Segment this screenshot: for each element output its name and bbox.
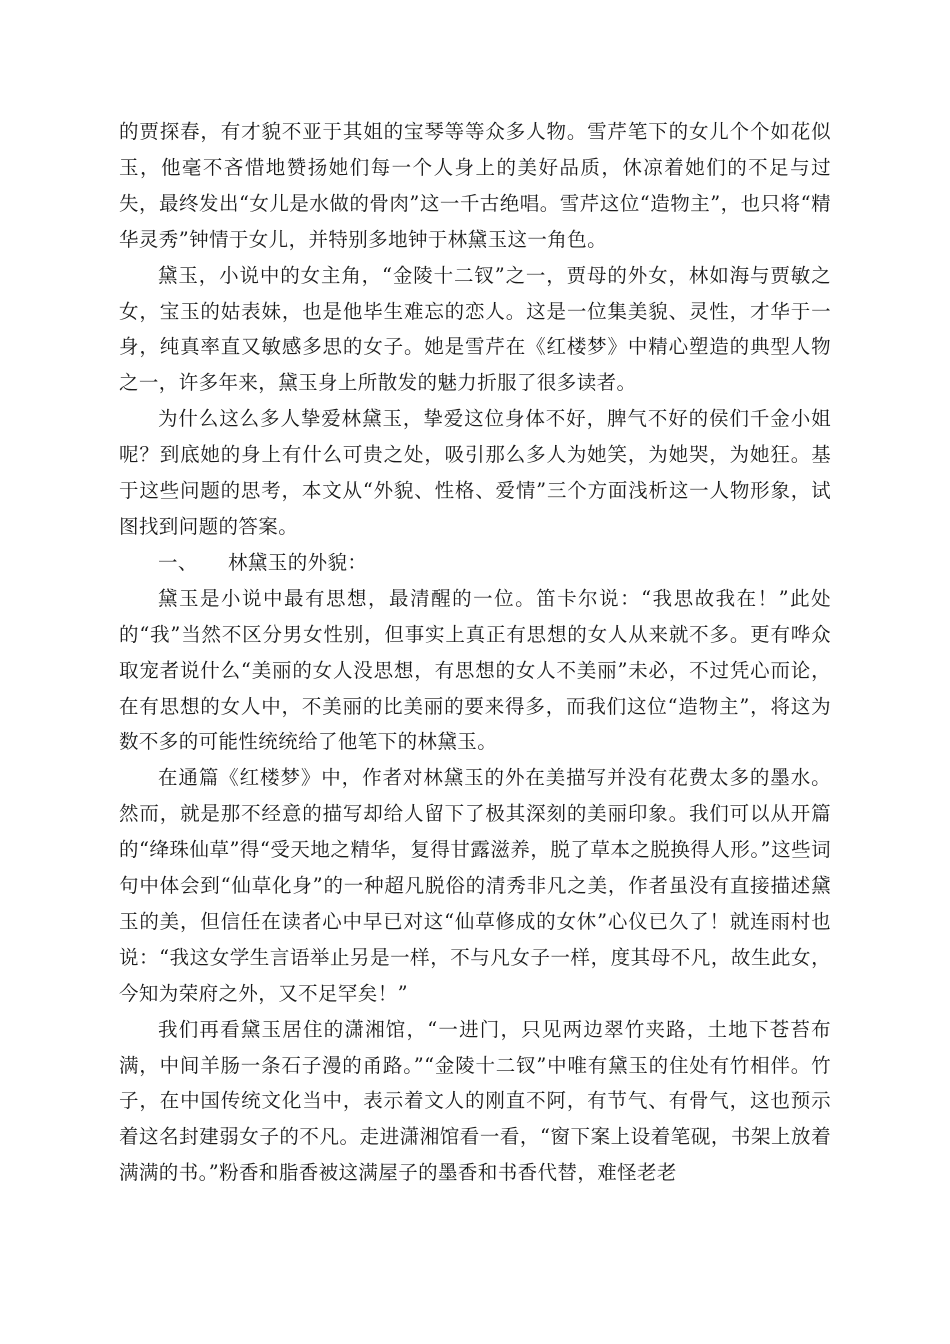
paragraph-thought: 黛玉是小说中最有思想，最清醒的一位。笛卡尔说：“我思故我在！”此处的“我”当然不区分男女性别，但事实上真正有思想的女人从来就不多。更有哗众取宠者说什么“美丽的女人没思想，有思想的女人不美丽”未必，不过凭心而论，在有思想的女人中，不美丽的比美丽的要来得多，而我们这位“造物主”，将这为数不多的可能性统统给了他笔下的林黛玉。	[119, 586, 831, 754]
section-number: 一、	[158, 550, 198, 574]
paragraph-appearance: 在通篇《红楼梦》中，作者对林黛玉的外在美描写并没有花费太多的墨水。然而，就是那不经意的描写却给人留下了极其深刻的美丽印象。我们可以从开篇的“绛珠仙草”得“受天地之精华，复得甘露滋养，脱了草本之脱换得人形。”这些词句中体会到“仙草化身”的一种超凡脱俗的清秀非凡之美，作者虽没有直接描述黛玉的美，但信任在读者心中早已对这“仙草修成的女休”心仪已久了！就连雨村也说：“我这女学生言语举止另是一样，不与凡女子一样，度其母不凡，故生此女，今知为荣府之外，又不足罕矣！”	[119, 766, 831, 1005]
document-body	[119, 114, 831, 1191]
paragraph-why-question: 为什么这么多人挚爱林黛玉，挚爱这位身体不好，脾气不好的侯们千金小姐呢？到底她的身上有什么可贵之处，吸引那么多人为她笑，为她哭，为她狂。基于这些问题的思考，本文从“外貌、性格、爱情”三个方面浅析这一人物形象，试图找到问题的答案。	[119, 407, 831, 538]
paragraph-daiyu-intro: 黛玉，小说中的女主角，“金陵十二钗”之一，贾母的外女，林如海与贾敏之女，宝玉的姑表妹，也是他毕生难忘的恋人。这是一位集美貌、灵性，才华于一身，纯真率直又敏感多思的女子。她是雪芹在《红楼梦》中精心塑造的典型人物之一，许多年来，黛玉身上所散发的魅力折服了很多读者。	[119, 263, 831, 395]
paragraph-continuation: 的贾探春，有才貌不亚于其姐的宝琴等等众多人物。雪芹笔下的女儿个个如花似玉，他毫不吝惜地赞扬她们每一个人身上的美好品质，休凉着她们的不足与过失，最终发出“女儿是水做的骨肉”这一千古绝唱。雪芹这位“造物主”，也只将“精华灵秀”钟情于女儿，并特别多地钟于林黛玉这一角色。	[119, 120, 831, 251]
section-heading	[119, 545, 831, 581]
paragraph-xiaoxiang-hall: 我们再看黛玉居住的潇湘馆，“一进门，只见两边翠竹夹路，土地下苍苔布满，中间羊肠一条石子漫的甬路。”“金陵十二钗”中唯有黛玉的住处有竹相伴。竹子，在中国传统文化当中，表示着文人的刚直不阿，有节气、有骨气，这也预示着这名封建弱女子的不凡。走进潇湘馆看一看，“窗下案上设着笔砚，书架上放着满满的书。”粉香和脂香被这满屋子的墨香和书香代替，难怪老老	[119, 1017, 831, 1185]
section-title: 林黛玉的外貌：	[228, 550, 368, 574]
